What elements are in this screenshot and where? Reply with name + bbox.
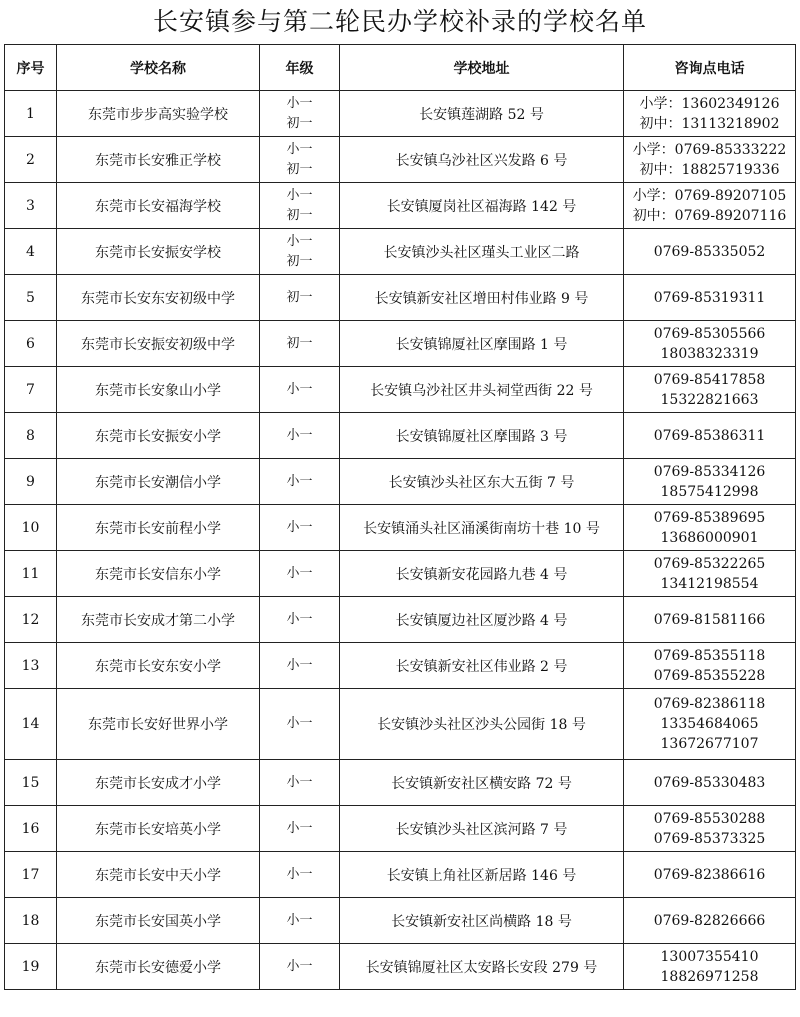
row-number: 16 xyxy=(5,806,57,852)
grade-cell xyxy=(260,229,340,275)
table-row xyxy=(5,183,796,229)
phone-cell xyxy=(624,367,796,413)
table-row xyxy=(5,597,796,643)
phone-number: 13007355410 xyxy=(660,948,759,965)
grade-value: 初一 xyxy=(286,161,313,177)
school-address: 长安镇锦厦社区太安路长安段 279 号 xyxy=(340,944,624,990)
grade-value: 小一 xyxy=(286,912,313,928)
grade-value: 小一 xyxy=(286,958,313,974)
school-address: 长安镇沙头社区瑾头工业区二路 xyxy=(340,229,624,275)
row-number: 18 xyxy=(5,898,57,944)
school-address: 长安镇沙头社区东大五街 7 号 xyxy=(340,459,624,505)
grade-cell xyxy=(260,367,340,413)
page-title: 长安镇参与第二轮民办学校补录的学校名单 xyxy=(152,7,647,36)
phone-cell xyxy=(624,459,796,505)
phone-number: 0769-85330483 xyxy=(653,774,766,791)
row-number: 15 xyxy=(5,760,57,806)
phone-cell xyxy=(624,551,796,597)
table-row xyxy=(5,505,796,551)
grade-value: 小一 xyxy=(286,657,313,673)
phone-cell xyxy=(624,689,796,760)
phone-number: 0769-85334126 xyxy=(653,463,766,480)
grade-cell xyxy=(260,852,340,898)
phone-number: 13354684065 xyxy=(660,716,759,732)
row-number: 12 xyxy=(5,597,57,643)
school-address: 长安镇新安社区伟业路 2 号 xyxy=(340,643,624,689)
phone-number: 13686000901 xyxy=(660,529,759,546)
table-row xyxy=(5,760,796,806)
phone-number: 0769-85417858 xyxy=(653,371,766,388)
phone-number: 0769-82386616 xyxy=(653,866,766,883)
grade-value: 小一 xyxy=(286,381,313,397)
phone-number: 18038323319 xyxy=(660,345,759,362)
grade-value: 初一 xyxy=(286,335,313,351)
row-number: 7 xyxy=(5,367,57,413)
header-phone: 咨询点电话 xyxy=(624,45,796,91)
phone-number: 13672677107 xyxy=(660,736,759,752)
table-row xyxy=(5,275,796,321)
grade-cell xyxy=(260,275,340,321)
phone-number: 0769-85319311 xyxy=(653,289,766,306)
table-row xyxy=(5,944,796,990)
row-number: 14 xyxy=(5,689,57,760)
grade-cell xyxy=(260,137,340,183)
school-address: 长安镇新安花园路九巷 4 号 xyxy=(340,551,624,597)
phone-cell xyxy=(624,852,796,898)
row-number: 6 xyxy=(5,321,57,367)
grade-cell xyxy=(260,898,340,944)
phone-number: 0769-85355228 xyxy=(653,667,766,684)
table-row xyxy=(5,689,796,760)
school-address: 长安镇锦厦社区摩围路 3 号 xyxy=(340,413,624,459)
grade-value: 小一 xyxy=(286,519,313,535)
school-address: 长安镇乌沙社区井头祠堂西街 22 号 xyxy=(340,367,624,413)
row-number: 1 xyxy=(5,91,57,137)
school-name: 东莞市长安成才小学 xyxy=(57,760,260,806)
table-row xyxy=(5,229,796,275)
school-name: 东莞市长安福海学校 xyxy=(57,183,260,229)
school-name: 东莞市长安象山小学 xyxy=(57,367,260,413)
school-name: 东莞市长安振安小学 xyxy=(57,413,260,459)
grade-value: 小一 xyxy=(286,95,313,111)
grade-cell xyxy=(260,321,340,367)
row-number: 5 xyxy=(5,275,57,321)
grade-value: 小一 xyxy=(286,473,313,489)
school-name: 东莞市长安雅正学校 xyxy=(57,137,260,183)
grade-value: 小一 xyxy=(286,565,313,581)
phone-cell xyxy=(624,275,796,321)
school-table xyxy=(4,44,796,990)
row-number: 3 xyxy=(5,183,57,229)
grade-value: 小一 xyxy=(286,233,313,249)
phone-number: 18575412998 xyxy=(660,483,759,500)
school-name: 东莞市长安中天小学 xyxy=(57,852,260,898)
school-address: 长安镇锦厦社区摩围路 1 号 xyxy=(340,321,624,367)
phone-number: 初中：18825719336 xyxy=(639,161,780,178)
grade-cell xyxy=(260,760,340,806)
row-number: 10 xyxy=(5,505,57,551)
grade-value: 小一 xyxy=(286,820,313,836)
school-name: 东莞市长安振安学校 xyxy=(57,229,260,275)
grade-value: 初一 xyxy=(286,253,313,269)
header-grade: 年级 xyxy=(260,45,340,91)
grade-cell xyxy=(260,459,340,505)
phone-number: 15322821663 xyxy=(660,391,759,408)
phone-cell xyxy=(624,760,796,806)
table-row xyxy=(5,852,796,898)
school-address: 长安镇厦岗社区福海路 142 号 xyxy=(340,183,624,229)
phone-number: 18826971258 xyxy=(660,968,759,985)
grade-cell xyxy=(260,413,340,459)
grade-cell xyxy=(260,551,340,597)
school-address: 长安镇新安社区横安路 72 号 xyxy=(340,760,624,806)
grade-value: 小一 xyxy=(286,866,313,882)
school-name: 东莞市长安潮信小学 xyxy=(57,459,260,505)
school-address: 长安镇涌头社区涌溪街南坊十巷 10 号 xyxy=(340,505,624,551)
school-address: 长安镇乌沙社区兴发路 6 号 xyxy=(340,137,624,183)
table-row xyxy=(5,643,796,689)
table-row xyxy=(5,898,796,944)
school-address: 长安镇上角社区新居路 146 号 xyxy=(340,852,624,898)
grade-cell xyxy=(260,806,340,852)
school-name: 东莞市长安东安初级中学 xyxy=(57,275,260,321)
school-name: 东莞市长安国英小学 xyxy=(57,898,260,944)
grade-value: 小一 xyxy=(286,716,313,731)
phone-number: 0769-85530288 xyxy=(653,810,766,827)
school-name: 东莞市长安东安小学 xyxy=(57,643,260,689)
table-row xyxy=(5,459,796,505)
row-number: 2 xyxy=(5,137,57,183)
phone-number: 0769-85389695 xyxy=(653,509,766,526)
header-school-name: 学校名称 xyxy=(57,45,260,91)
phone-cell xyxy=(624,137,796,183)
grade-cell xyxy=(260,505,340,551)
row-number: 4 xyxy=(5,229,57,275)
school-name: 东莞市长安培英小学 xyxy=(57,806,260,852)
row-number: 19 xyxy=(5,944,57,990)
phone-number: 0769-81581166 xyxy=(653,611,766,628)
school-address: 长安镇沙头社区沙头公园街 18 号 xyxy=(340,689,624,760)
grade-value: 小一 xyxy=(286,774,313,790)
grade-value: 初一 xyxy=(286,115,313,131)
phone-cell xyxy=(624,643,796,689)
school-name: 东莞市长安信东小学 xyxy=(57,551,260,597)
grade-value: 初一 xyxy=(286,289,313,305)
phone-cell xyxy=(624,505,796,551)
table-body xyxy=(5,91,796,990)
phone-number: 初中：13113218902 xyxy=(639,115,780,132)
school-name: 东莞市长安前程小学 xyxy=(57,505,260,551)
grade-cell xyxy=(260,597,340,643)
row-number: 13 xyxy=(5,643,57,689)
phone-cell xyxy=(624,91,796,137)
table-row xyxy=(5,91,796,137)
grade-cell xyxy=(260,91,340,137)
phone-number: 初中：0769-89207116 xyxy=(632,207,787,224)
phone-cell xyxy=(624,806,796,852)
phone-number: 0769-85386311 xyxy=(653,427,766,444)
grade-value: 小一 xyxy=(286,611,313,627)
grade-value: 初一 xyxy=(286,207,313,223)
school-address: 长安镇厦边社区厦沙路 4 号 xyxy=(340,597,624,643)
phone-cell xyxy=(624,597,796,643)
table-row xyxy=(5,367,796,413)
phone-cell xyxy=(624,229,796,275)
table-header-row xyxy=(5,45,796,91)
phone-cell xyxy=(624,944,796,990)
phone-number: 13412198554 xyxy=(660,575,759,592)
row-number: 17 xyxy=(5,852,57,898)
school-name: 东莞市长安好世界小学 xyxy=(57,689,260,760)
phone-cell xyxy=(624,183,796,229)
school-name: 东莞市长安德爱小学 xyxy=(57,944,260,990)
phone-cell xyxy=(624,413,796,459)
table-row xyxy=(5,551,796,597)
grade-value: 小一 xyxy=(286,141,313,157)
row-number: 8 xyxy=(5,413,57,459)
grade-cell xyxy=(260,689,340,760)
phone-number: 小学：0769-85333222 xyxy=(632,141,787,158)
phone-number: 0769-85305566 xyxy=(653,325,766,342)
school-address: 长安镇新安社区增田村伟业路 9 号 xyxy=(340,275,624,321)
phone-cell xyxy=(624,321,796,367)
header-no: 序号 xyxy=(5,45,57,91)
school-name: 东莞市步步高实验学校 xyxy=(57,91,260,137)
table-row xyxy=(5,321,796,367)
school-name: 东莞市长安振安初级中学 xyxy=(57,321,260,367)
table-row xyxy=(5,137,796,183)
phone-number: 小学：0769-89207105 xyxy=(632,187,787,204)
school-address: 长安镇沙头社区滨河路 7 号 xyxy=(340,806,624,852)
grade-cell xyxy=(260,643,340,689)
phone-number: 0769-85322265 xyxy=(653,555,766,572)
phone-number: 0769-82826666 xyxy=(653,912,766,929)
phone-cell xyxy=(624,898,796,944)
school-address: 长安镇新安社区尚横路 18 号 xyxy=(340,898,624,944)
school-address: 长安镇莲湖路 52 号 xyxy=(340,91,624,137)
grade-cell xyxy=(260,944,340,990)
school-name: 东莞市长安成才第二小学 xyxy=(57,597,260,643)
phone-number: 0769-85335052 xyxy=(653,243,766,260)
grade-cell xyxy=(260,183,340,229)
phone-number: 0769-85373325 xyxy=(653,830,766,847)
table-row xyxy=(5,806,796,852)
row-number: 9 xyxy=(5,459,57,505)
phone-number: 小学：13602349126 xyxy=(639,95,780,112)
phone-number: 0769-85355118 xyxy=(653,647,766,664)
table-row xyxy=(5,413,796,459)
phone-number: 0769-82386118 xyxy=(653,696,766,712)
row-number: 11 xyxy=(5,551,57,597)
grade-value: 小一 xyxy=(286,427,313,443)
header-address: 学校地址 xyxy=(340,45,624,91)
grade-value: 小一 xyxy=(286,187,313,203)
